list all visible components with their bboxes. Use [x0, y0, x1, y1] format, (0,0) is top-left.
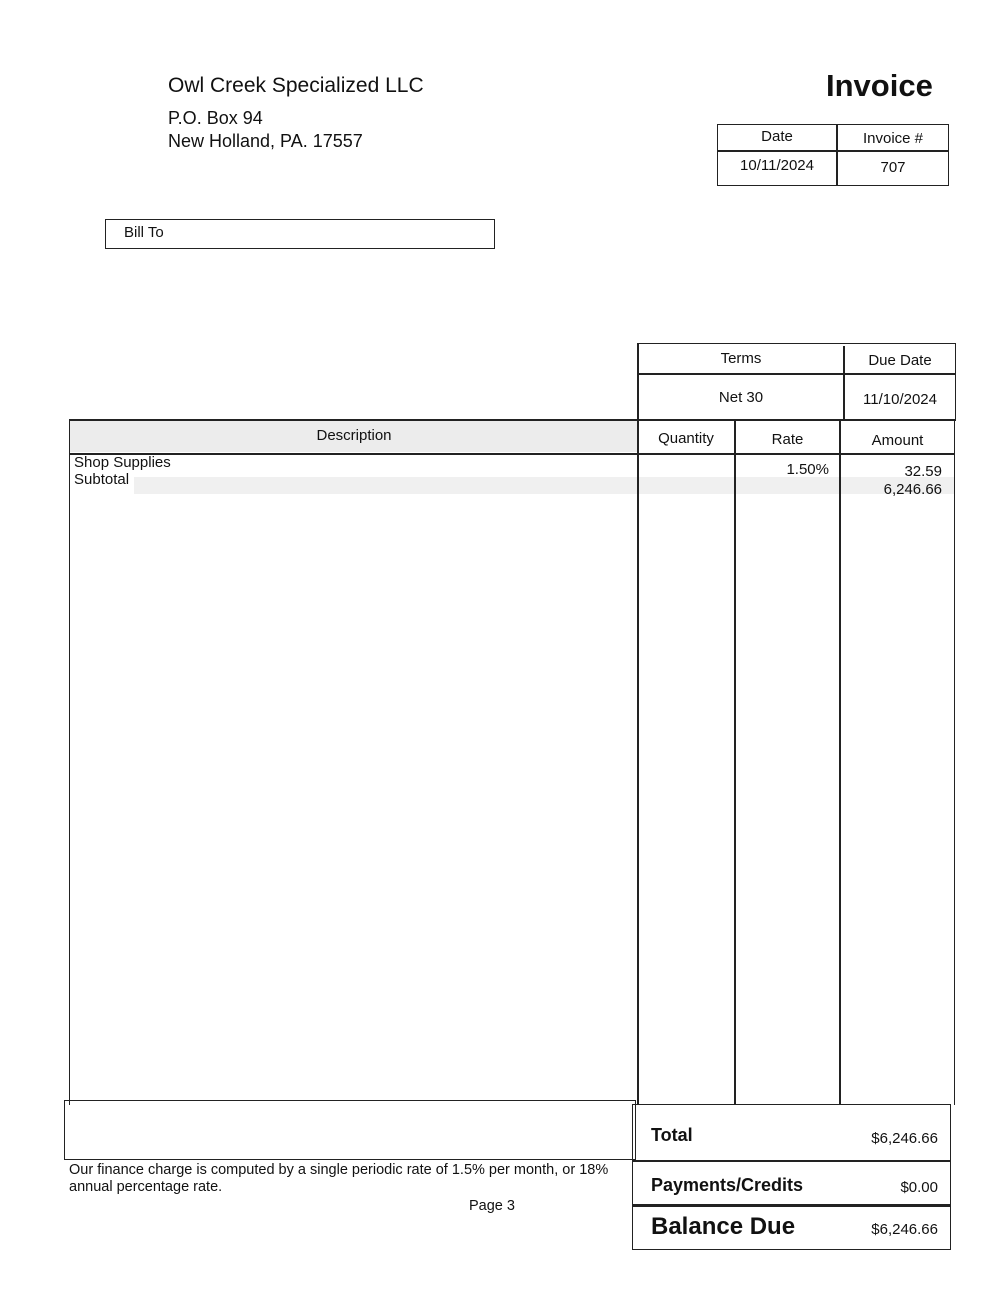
invoice-meta-box [717, 124, 949, 186]
finance-note: Our finance charge is computed by a single periodic rate of 1.5% per month, or 18% annual percentage rate. [69, 1162, 609, 1195]
company-name: Owl Creek Specialized LLC [168, 74, 424, 97]
row-description: Shop Supplies [74, 454, 171, 471]
document-title: Invoice [826, 68, 933, 103]
row-description: Subtotal [74, 471, 130, 488]
row-amount: 32.59 [904, 463, 942, 480]
company-address-line1: P.O. Box 94 [168, 108, 263, 128]
rate-header: Rate [771, 431, 804, 448]
terms-value: Net 30 [718, 389, 764, 406]
quantity-header: Quantity [658, 430, 714, 447]
amount-header: Amount [871, 432, 924, 449]
date-value: 10/11/2024 [740, 157, 814, 174]
total-label: Total [651, 1125, 693, 1145]
description-header: Description [316, 427, 392, 444]
invoice-number-label: Invoice # [862, 130, 924, 147]
date-label: Date [761, 128, 793, 145]
invoice-number-value: 707 [880, 159, 906, 176]
balance-due-label: Balance Due [651, 1213, 796, 1240]
row-rate: 1.50% [786, 461, 829, 478]
payments-value: $0.00 [900, 1179, 938, 1196]
due-date-label: Due Date [868, 352, 932, 369]
due-date-value: 11/10/2024 [863, 391, 937, 408]
line-items-table [69, 419, 955, 1105]
total-value: $6,246.66 [871, 1130, 938, 1147]
row-amount: 6,246.66 [883, 481, 942, 498]
bill-to-label: Bill To [124, 224, 164, 241]
terms-label: Terms [720, 350, 762, 367]
notes-box [64, 1100, 636, 1160]
payments-label: Payments/Credits [651, 1175, 804, 1195]
page-number: Page 3 [469, 1198, 515, 1214]
totals-box [632, 1104, 951, 1250]
terms-box [638, 343, 956, 421]
company-address-line2: New Holland, PA. 17557 [168, 131, 363, 151]
bill-to-box [105, 219, 495, 249]
balance-due-value: $6,246.66 [871, 1221, 938, 1238]
